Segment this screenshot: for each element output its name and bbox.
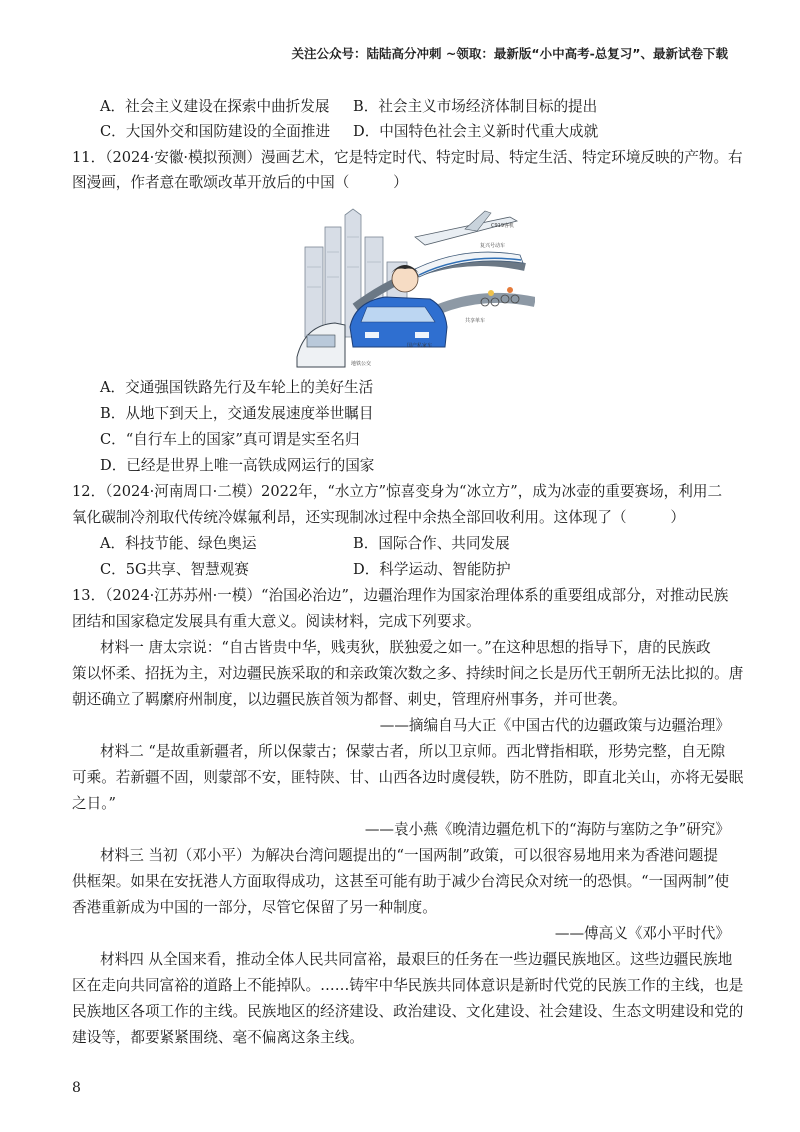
q12-stem-line1: 12．（2024·河南周口·二模）2022年，“水立方”惊喜变身为“冰立方”，成为冰壶的重要赛场，利用二 [72,483,723,500]
train-label: 复兴号动车 [480,243,506,249]
material1-line2: 策以怀柔、招抚为主，对边疆民族采取的和亲政策次数之多、持续时间之长是历代王朝所无法比拟的。唐 [72,665,744,682]
q11-option-a: A．交通强国铁路先行及车轮上的美好生活 [100,379,374,396]
q12-option-c: C．5G共享、智慧观赛 [100,561,249,578]
traffic-cartoon-illustration [295,207,535,375]
q12-stem-line2: 氧化碳制冷剂取代传统冷媒氟利昂，还实现制冰过程中余热全部回收利用。这体现了（ ） [72,509,685,526]
q11-option-c: C．“自行车上的国家”真可谓是实至名归 [100,431,360,448]
page-number: 8 [72,1080,81,1096]
material3-line3: 香港重新成为中国的一部分，尽管它保留了另一种制度。 [72,899,437,916]
car-label: 国产私家车 [407,343,433,349]
material4-line4: 建设等，都要紧紧围绕、毫不偏离这条主线。 [72,1029,364,1046]
material4-line1: 材料四 从全国来看，推动全体人民共同富裕，最艰巨的任务在一些边疆民族地区。这些边疆民族地 [100,951,733,968]
material4-line2: 区在走向共同富裕的道路上不能掉队。……铸牢中华民族共同体意识是新时代党的民族工作的主线，也是 [72,977,744,994]
q12-option-b: B．国际合作、共同发展 [353,535,510,552]
material3-source: ——傅高义《邓小平时代》 [554,925,730,942]
plane-label: C919客机 [491,223,515,229]
q11-stem-line2: 图漫画，作者意在歌颂改革开放后的中国（ ） [72,174,408,191]
q10-option-a: A．社会主义建设在探索中曲折发展 [100,98,330,115]
material3-line2: 供框架。如果在安抚港人方面取得成功，这甚至可能有助于减少台湾民众对统一的恐惧。“一国两制”使 [72,873,730,890]
subway-label: 地铁公交 [351,361,372,367]
page-header: 关注公众号：陆陆高分冲刺 ~领取：最新版“小中高考-总复习”、最新试卷下载 [291,46,728,61]
q10-option-b: B．社会主义市场经济体制目标的提出 [353,98,598,115]
material2-line3: 之日。” [72,795,116,812]
q10-option-d: D．中国特色社会主义新时代重大成就 [353,123,599,140]
material1-line1: 材料一 唐太宗说：“自古皆贵中华，贱夷狄，朕独爱之如一。”在这种思想的指导下，唐的民族政 [100,639,711,656]
material1-source: ——摘编自马大正《中国古代的边疆政策与边疆治理》 [379,717,730,734]
material1-line3: 朝还确立了羁縻府州制度，以边疆民族首领为都督、刺史，管理府州事务，并可世袭。 [72,691,627,708]
material2-line1: 材料二 “是故重新疆者，所以保蒙古；保蒙古者，所以卫京师。西北臂指相联，形势完整，自无隙 [100,743,726,760]
q11-option-b: B．从地下到天上，交通发展速度举世瞩目 [100,405,374,422]
q11-stem-line1: 11．（2024·安徽·模拟预测）漫画艺术，它是特定时代、特定时局、特定生活、特定环境反映的产物。右 [72,149,743,166]
q13-stem-line2: 团结和国家稳定发展具有重大意义。阅读材料，完成下列要求。 [72,613,481,630]
q12-option-a: A．科技节能、绿色奥运 [100,535,257,552]
material2-source: ——袁小燕《晚清边疆危机下的“海防与塞防之争”研究》 [364,821,730,838]
q13-stem-line1: 13．（2024·江苏苏州·一模）“治国必治边”，边疆治理作为国家治理体系的重要组成部分，对推动民族 [72,587,729,604]
material2-line2: 可乘。若新疆不固，则蒙部不安，匪特陕、甘、山西各边时虞侵轶，防不胜防，即直北关山，亦将无晏眠 [72,769,744,786]
q12-option-d: D．科学运动、智能防护 [353,561,511,578]
material3-line1: 材料三 当初（邓小平）为解决台湾问题提出的“一国两制”政策，可以很容易地用来为香港问题提 [100,847,718,864]
q11-option-d: D．已经是世界上唯一高铁成网运行的国家 [100,457,375,474]
bike-label: 共享单车 [465,318,486,324]
q10-option-c: C．大国外交和国防建设的全面推进 [100,123,331,140]
material4-line3: 民族地区各项工作的主线。民族地区的经济建设、政治建设、文化建设、社会建设、生态文明建设和党的 [72,1003,744,1020]
